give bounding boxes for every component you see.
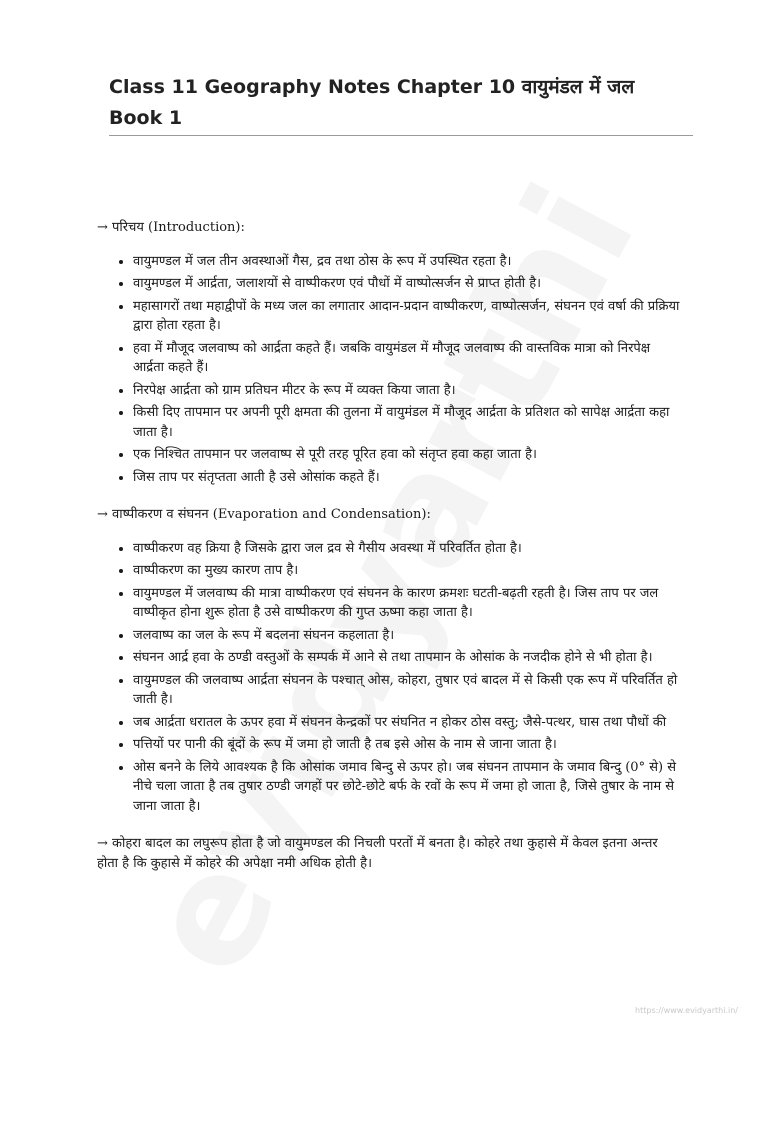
list-item: • वायुमण्डल में जलवाष्प की मात्रा वाष्पीकरण एवं संघनन के कारण क्रमशः घटती-बढ़ती रहती है। जिस ताप पर जल वाष्पीकृत होना शुरू होता है उसे वाष्पीकरण की गुप्त ऊष्मा कहा जाता है। (133, 584, 682, 623)
section-heading: → परिचय (Introduction): (97, 220, 245, 235)
notes-body (97, 218, 682, 873)
list-item: • हवा में मौजूद जलवाष्प को आर्द्रता कहते हैं। जबकि वायुमंडल में मौजूद जलवाष्प की वास्तविक मात्रा को निरपेक्ष आर्द्रता कहते हैं। (133, 339, 682, 378)
section-heading: → वाष्पीकरण व संघनन (Evaporation and Condensation): (97, 507, 431, 522)
list-item: • निरपेक्ष आर्द्रता को ग्राम प्रतिघन मीटर के रूप में व्यक्त किया जाता है। (133, 381, 682, 401)
list-item: • एक निश्चित तापमान पर जलवाष्प से पूरी तरह पूरित हवा को संतृप्त हवा कहा जाता है। (133, 445, 682, 465)
list-item: • वायुमण्डल में आर्द्रता, जलाशयों से वाष्पीकरण एवं पौधों में वाष्पोत्सर्जन से प्राप्त होती है। (133, 274, 682, 294)
list-item: • जब आर्द्रता धरातल के ऊपर हवा में संघनन केन्द्रकों पर संघनित न होकर ठोस वस्तु; जैसे-पत्थर, घास तथा पौधों की (133, 713, 682, 733)
list-item: • वायुमण्डल में जल तीन अवस्थाओं गैस, द्रव तथा ठोस के रूप में उपस्थित रहता है। (133, 252, 682, 272)
list-item: • ओस बनने के लिये आवश्यक है कि ओसांक जमाव बिन्दु से ऊपर हो। जब संघनन तापमान के जमाव बिन्दु (0° से) से नीचे चला जाता है तब तुषार ठण्डी जगहों पर छोटे-छोटे बर्फ के रवों के रूप में जमा हो जाता है, जिसे तुषार के नाम से जाना जाता है। (133, 758, 682, 817)
list-item: • वाष्पीकरण वह क्रिया है जिसके द्वारा जल द्रव से गैसीय अवस्था में परिवर्तित होता है। (133, 539, 682, 559)
list-item: • जलवाष्प का जल के रूप में बदलना संघनन कहलाता है। (133, 626, 682, 646)
footer-url: https://www.evidyarthi.in/ (635, 1006, 738, 1015)
list-item: • किसी दिए तापमान पर अपनी पूरी क्षमता की तुलना में वायुमंडल में मौजूद आर्द्रता के प्रतिशत को सापेक्ष आर्द्रता कहा जाता है। (133, 403, 682, 442)
list-item: • महासागरों तथा महाद्वीपों के मध्य जल का लगातार आदान-प्रदान वाष्पीकरण, वाष्पोत्सर्जन, संघनन एवं वर्षा की प्रक्रिया द्वारा होता रहता है। (133, 297, 682, 336)
page-title: Class 11 Geography Notes Chapter 10 वायुमंडल में जल Book 1 (109, 76, 635, 129)
list-item: • पत्तियों पर पानी की बूंदों के रूप में जमा हो जाती है तब इसे ओस के नाम से जाना जाता है। (133, 735, 682, 755)
list-item: • संघनन आर्द्र हवा के ठण्डी वस्तुओं के सम्पर्क में आने से तथा तापमान के ओसांक के नजदीक होने से भी होता है। (133, 648, 682, 668)
closing-paragraph: → कोहरा बादल का लघुरूप होता है जो वायुमण्डल की निचली परतों में बनता है। कोहरे तथा कुहासे में केवल इतना अन्तर होता है कि कुहासे में कोहरे की अपेक्षा नमी अधिक होती है। (97, 836, 658, 871)
section-evaporation (97, 505, 682, 816)
list-item: • वायुमण्डल की जलवाष्प आर्द्रता संघनन के पश्चात् ओस, कोहरा, तुषार एवं बादल में से किसी एक रूप में परिवर्तित हो जाती है। (133, 671, 682, 710)
list-item: • वाष्पीकरण का मुख्य कारण ताप है। (133, 561, 682, 581)
bullet-list (97, 539, 682, 817)
section-introduction (97, 218, 682, 487)
title-divider (109, 135, 693, 136)
list-item: • जिस ताप पर संतृप्तता आती है उसे ओसांक कहते हैं। (133, 468, 682, 488)
bullet-list (97, 252, 682, 488)
